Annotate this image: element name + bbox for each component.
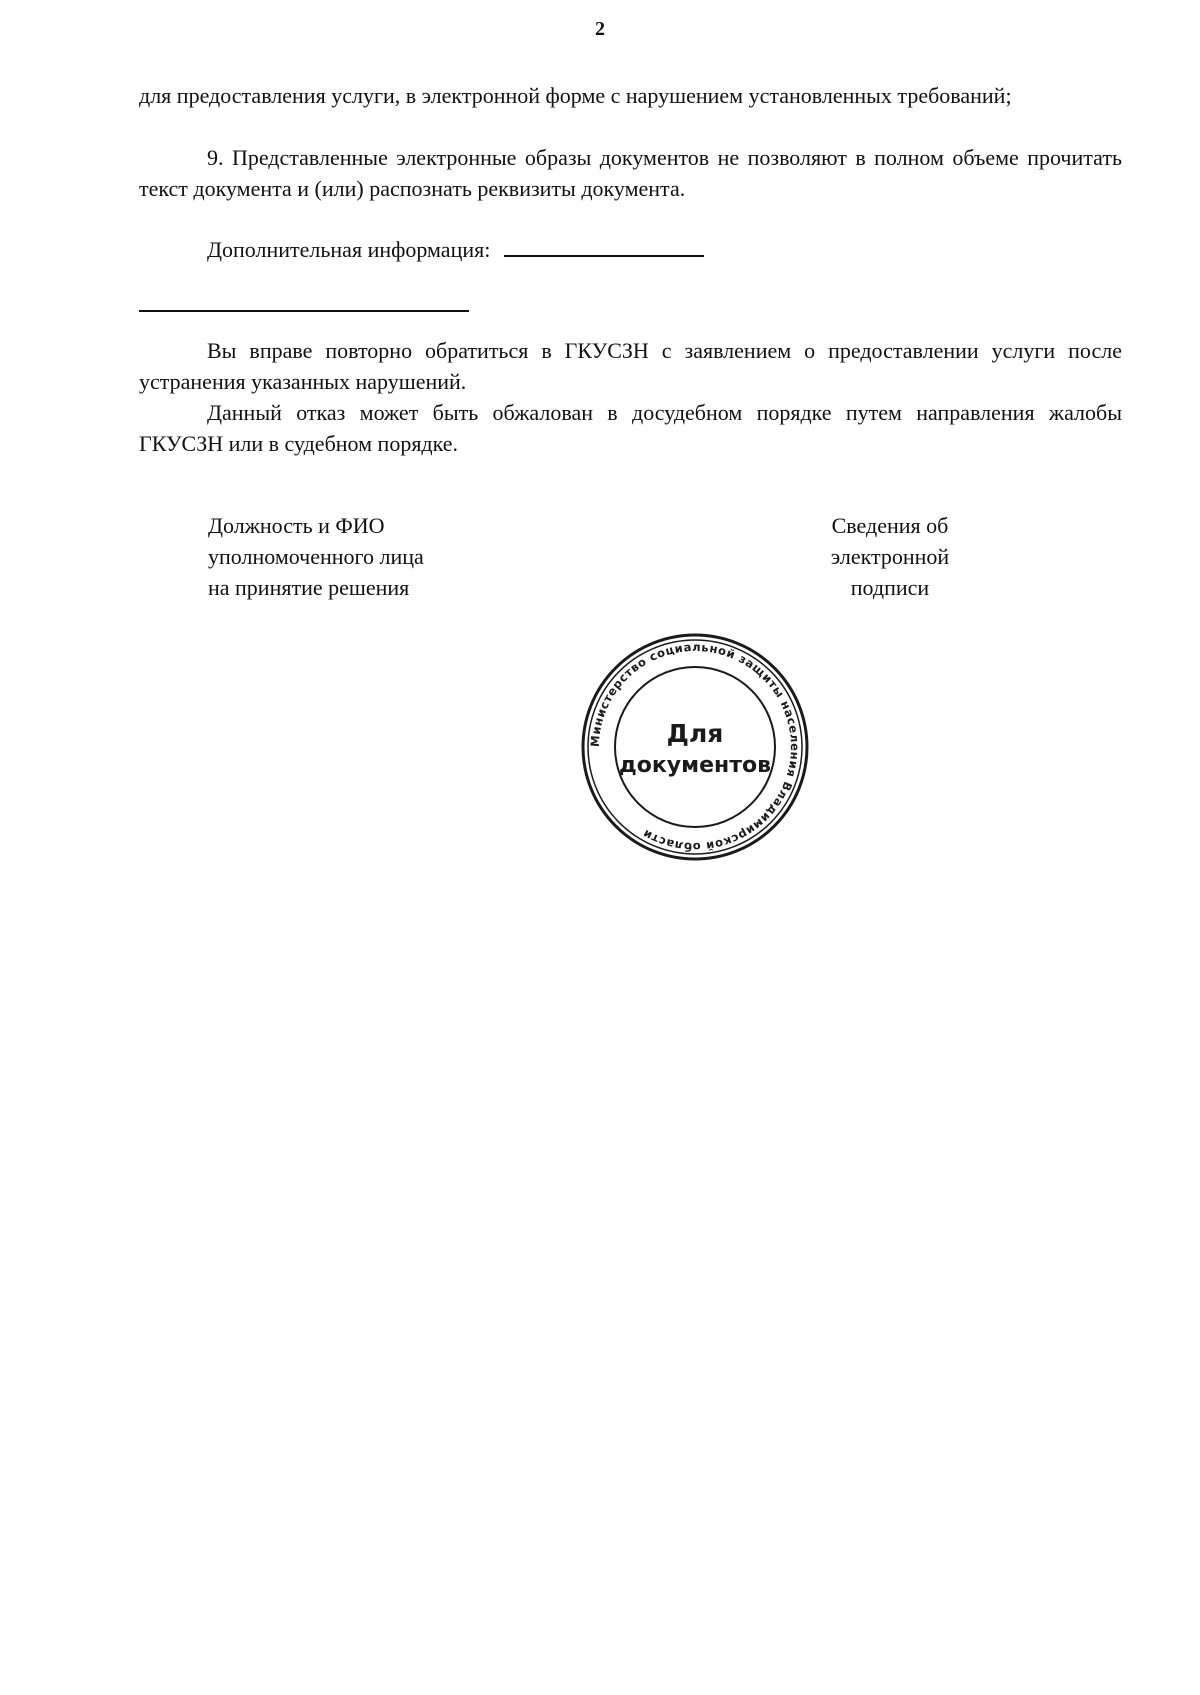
signatory-position-block bbox=[208, 510, 538, 603]
reapply-text: Вы вправе повторно обратиться в ГКУСЗН с заявлением о предоставлении услуги после устранения указанных нарушений. bbox=[139, 338, 1122, 394]
paragraph-continuation-text: для предоставления услуги, в электронной форме с нарушением установленных требований; bbox=[139, 83, 1012, 108]
e-signature-line-2: электронной bbox=[830, 544, 950, 569]
paragraph-9-text: 9. Представленные электронные образы документов не позволяют в полном объеме прочитать текст документа и (или) распознать реквизиты документа. bbox=[139, 145, 1122, 201]
appeal-paragraph bbox=[139, 397, 1122, 459]
additional-info-label: Дополнительная информация: bbox=[207, 237, 491, 262]
paragraph-continuation bbox=[139, 80, 1122, 111]
paragraph-9 bbox=[139, 142, 1122, 204]
appeal-text: Данный отказ может быть обжалован в досудебном порядке путем направления жалобы ГКУСЗН или в судебном порядке. bbox=[139, 400, 1122, 456]
additional-info-row bbox=[139, 233, 1122, 265]
signatory-line-2: уполномоченного лица bbox=[208, 544, 424, 569]
reapply-paragraph bbox=[139, 335, 1122, 397]
additional-info-blank-line bbox=[139, 310, 469, 312]
stamp-center-line-1: Для bbox=[666, 719, 724, 748]
electronic-signature-block bbox=[790, 510, 990, 603]
e-signature-line-1: Сведения об bbox=[831, 513, 949, 538]
signatory-line-3: на принятие решения bbox=[208, 575, 410, 600]
stamp-ring-text: Министерство социальной защиты населения Владимирской области bbox=[587, 639, 803, 855]
e-signature-line-3: подписи bbox=[850, 575, 930, 600]
page-number: 2 bbox=[595, 18, 605, 40]
stamp-center-line-2: документов bbox=[618, 753, 772, 778]
official-stamp bbox=[580, 632, 810, 862]
additional-info-blank bbox=[504, 233, 704, 257]
signatory-line-1: Должность и ФИО bbox=[208, 513, 385, 538]
